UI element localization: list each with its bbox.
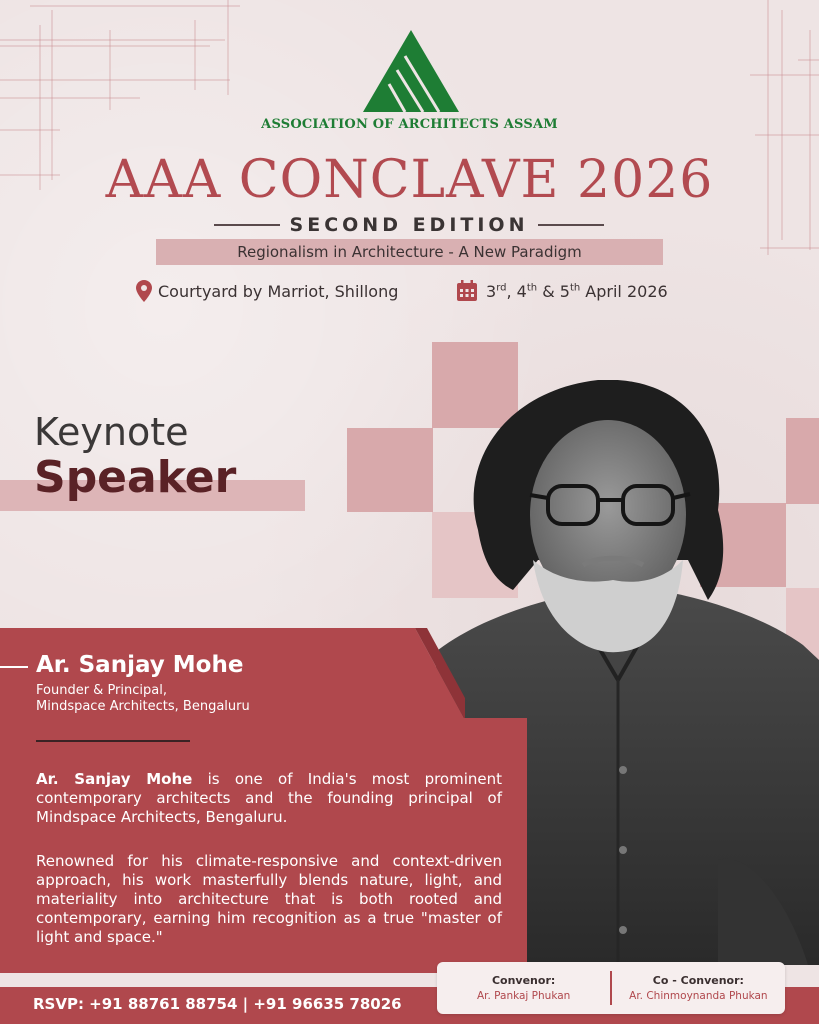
event-theme: Regionalism in Architecture - A New Paradigm bbox=[156, 239, 663, 265]
location-pin-icon bbox=[136, 280, 152, 302]
edition-rule-left bbox=[214, 224, 280, 226]
event-title: AAA CONCLAVE 2026 bbox=[105, 150, 714, 210]
bio-name: Ar. Sanjay Mohe bbox=[36, 770, 193, 788]
association-name: ASSOCIATION OF ARCHITECTS ASSAM bbox=[261, 117, 558, 132]
speaker-name: Ar. Sanjay Mohe bbox=[36, 652, 244, 678]
speaker-role-title: Founder & Principal, bbox=[36, 683, 167, 698]
rsvp-contacts: RSVP: +91 88761 88754 | +91 96635 78026 bbox=[33, 995, 402, 1013]
co-convenor-label: Co - Convenor: bbox=[652, 974, 744, 987]
keynote-label: Keynote bbox=[34, 410, 189, 454]
speaker-label: Speaker bbox=[34, 452, 237, 503]
edition-rule-right bbox=[538, 224, 604, 226]
speaker-bio-intro bbox=[36, 770, 502, 827]
co-convenor-name: Ar. Chinmoynanda Phukan bbox=[629, 990, 768, 1002]
convenor-label: Convenor: bbox=[491, 974, 556, 987]
name-accent-line bbox=[0, 666, 28, 668]
convenor-card bbox=[437, 962, 785, 1014]
calendar-icon bbox=[456, 280, 478, 302]
venue-text: Courtyard by Marriot, Shillong bbox=[158, 281, 399, 301]
convenor-name: Ar. Pankaj Phukan bbox=[476, 990, 571, 1002]
panel-divider bbox=[36, 740, 190, 742]
speaker-role bbox=[36, 683, 250, 715]
edition-row bbox=[214, 213, 604, 237]
dates-row bbox=[456, 279, 668, 303]
speaker-bio-detail: Renowned for his climate-responsive and context-driven approach, his work masterfully blends nature, light, and materiality into architecture that is both rooted and contemporary, earning him recognition as a true "master of light and space." bbox=[36, 852, 502, 946]
edition-label: SECOND EDITION bbox=[289, 214, 529, 236]
speaker-role-firm: Mindspace Architects, Bengaluru bbox=[36, 699, 250, 714]
venue-row bbox=[136, 279, 398, 303]
panel-accent bbox=[405, 628, 465, 720]
architect-triangle-logo bbox=[363, 30, 459, 114]
co-convenor-block bbox=[612, 974, 785, 1002]
bio-intro-text: is one of India's most prominent contemporary architects and the founding principal of Mindspace Architects, Bengaluru. bbox=[36, 770, 503, 826]
convenor-block bbox=[437, 974, 610, 1002]
dates-text: 3rd, 4th & 5th April 2026 bbox=[486, 281, 668, 301]
